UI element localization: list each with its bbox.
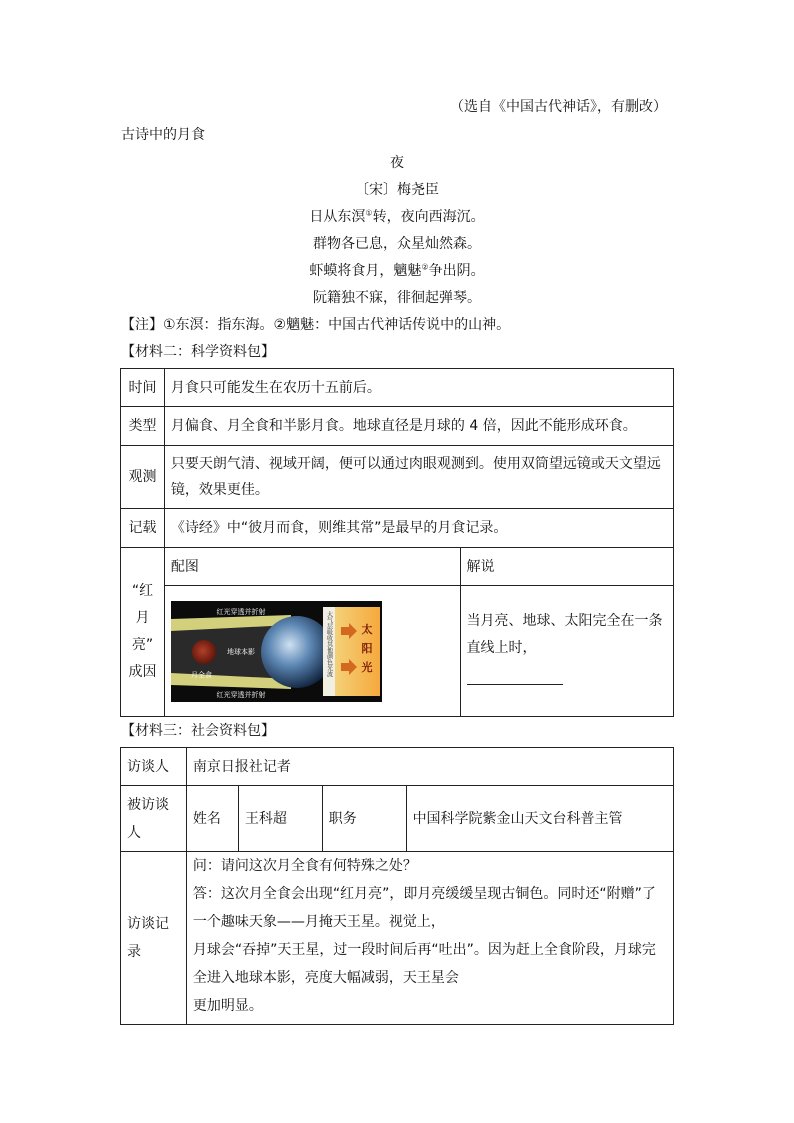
science-table	[120, 368, 674, 717]
eclipse-image-cell	[164, 586, 460, 717]
record-content	[186, 852, 673, 1025]
table-row	[121, 786, 674, 852]
record-line: 问：请问这次月全食有何特殊之处？	[192, 858, 417, 874]
material2-heading: 【材料二：科学资料包】	[121, 344, 275, 360]
poem-line-4: 阮籍独不寐，徘徊起弹琴。	[313, 290, 481, 306]
table-row	[121, 407, 674, 446]
diagram-bottom-label: 红光穿透并折射	[216, 690, 266, 699]
interviewer-value: 南京日报社记者	[186, 748, 673, 786]
diagram-atmo-label: 大气层吸收其他颜色光波	[325, 610, 333, 677]
explain-text: 当月亮、地球、太阳完全在一条直线上时，	[466, 612, 663, 656]
explain-cell	[460, 586, 673, 717]
row-text-observe: 只要天朗气清、视域开阔，便可以通过肉眼观测到。使用双筒望远镜或天文望远镜，效果更佳。	[164, 446, 673, 509]
table-row	[121, 369, 674, 407]
row-text-time: 月食只可能发生在农历十五前后。	[164, 369, 673, 407]
table-row	[121, 748, 674, 786]
poem-author: 〔宋〕梅尧臣	[355, 182, 439, 198]
record-line: 月球会“吞掉”天王星，过一段时间后再“吐出”。因为赶上全食阶段，月球完全进入地球本影，亮度大幅减弱，天王星会	[192, 942, 656, 986]
row-label-observe: 观测	[121, 446, 165, 509]
table-row	[121, 446, 674, 509]
eclipse-diagram-svg	[171, 601, 382, 702]
post-label: 职务	[322, 786, 406, 852]
row-label-record: 记载	[121, 509, 165, 548]
earth-shape	[261, 616, 333, 688]
interviewee-label: 被访谈人	[121, 786, 187, 852]
row-text-record: 《诗经》中“彼月而食，则维其常”是最早的月食记录。	[164, 509, 673, 548]
sunlight-band	[333, 607, 380, 696]
table-row	[121, 548, 674, 586]
material3-heading: 【材料三：社会资料包】	[121, 723, 275, 739]
col-header-explain: 解说	[460, 548, 673, 586]
name-label: 姓名	[186, 786, 238, 852]
record-line: 答：这次月全食会出现“红月亮”，即月亮缓缓呈现古铜色。同时还“附赠”了一个趣味天象——月掩天王星。视觉上，	[192, 886, 656, 930]
poem-line-1: 日从东溟①转，夜向西海沉。	[309, 208, 485, 225]
poem-title: 夜	[390, 155, 404, 171]
row-label-time: 时间	[121, 369, 165, 407]
source-note: （选自《中国古代神话》，有删改）	[450, 99, 667, 115]
section-title: 古诗中的月食	[121, 127, 205, 143]
poem-line-2: 群物各已息，众星灿然森。	[313, 236, 481, 252]
row-text-type: 月偏食、月全食和半影月食。地球直径是月球的 4 倍，因此不能形成环食。	[164, 407, 673, 446]
row-label-type: 类型	[121, 407, 165, 446]
diagram-umbra-label: 地球本影	[226, 647, 255, 656]
diagram-sun-label-1: 太	[361, 622, 373, 636]
poem-note: 【注】①东溟：指东海。②魑魅：中国古代神话传说中的山神。	[121, 317, 511, 333]
eclipse-diagram	[171, 601, 382, 702]
diagram-moon-label: 月全食	[190, 670, 212, 679]
record-line: 更加明显。	[192, 998, 263, 1014]
interviewer-label: 访谈人	[121, 748, 187, 786]
post-value: 中国科学院紫金山天文台科普主管	[406, 786, 673, 852]
red-moon-shape	[192, 640, 216, 664]
interview-table	[120, 747, 674, 1025]
table-row	[121, 586, 674, 717]
col-header-image: 配图	[164, 548, 460, 586]
record-label: 访谈记录	[121, 852, 187, 1025]
poem-line-3: 虾蟆将食月，魑魅②争出阴。	[309, 262, 485, 279]
diagram-top-label: 红光穿透并折射	[216, 607, 266, 616]
diagram-sun-label-2: 阳	[361, 641, 373, 655]
diagram-sun-label-3: 光	[361, 660, 373, 674]
table-row	[121, 509, 674, 548]
answer-blank[interactable]	[467, 668, 667, 695]
name-value: 王科超	[238, 786, 322, 852]
row-label-red-moon: “红 月 亮” 成因	[121, 548, 165, 717]
table-row	[121, 852, 674, 1025]
